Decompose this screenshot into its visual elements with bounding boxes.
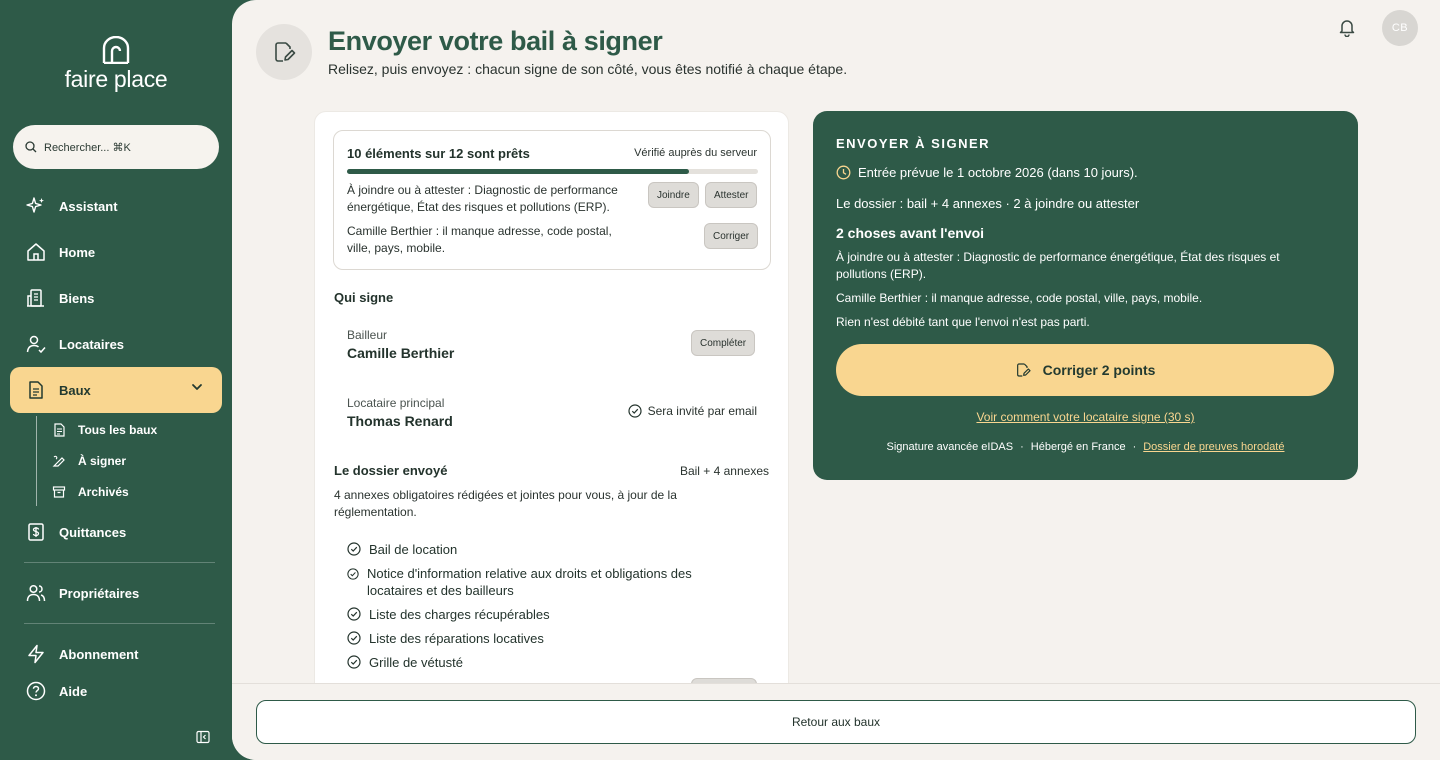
progress-bar-fill [347, 169, 689, 174]
locataire-role: Locataire principal [347, 396, 445, 410]
signature-icon [52, 454, 68, 468]
users-icon [26, 583, 46, 603]
cta-label: Corriger 2 points [1042, 362, 1156, 378]
sidebar-item-label: Biens [59, 290, 95, 306]
building-icon [26, 288, 46, 308]
sidebar-item-label: Assistant [59, 198, 118, 214]
corriger-button[interactable]: Corriger [704, 223, 758, 249]
bailleur-name: Camille Berthier [347, 345, 455, 361]
search-input[interactable] [13, 125, 219, 169]
invite-status [628, 404, 757, 418]
document-icon [52, 423, 68, 437]
attester-button[interactable]: Attester [705, 182, 757, 208]
doc-item-label: Liste des charges récupérables [369, 607, 550, 622]
readiness-title: 10 éléments sur 12 sont prêts [347, 146, 530, 161]
doc-item-label: Grille de vétusté [369, 655, 463, 670]
check-circle-icon [347, 631, 361, 645]
clock-icon [836, 165, 851, 180]
locataire-name: Thomas Renard [347, 413, 453, 429]
search-icon [25, 141, 37, 153]
chevron-down-icon[interactable] [190, 380, 204, 397]
panel-title: ENVOYER À SIGNER [836, 136, 991, 151]
sparkles-icon [26, 196, 46, 216]
edit-document-icon [256, 24, 312, 80]
list-item [347, 654, 747, 671]
check-circle-icon [347, 568, 359, 580]
corriger-points-button[interactable] [836, 344, 1334, 396]
home-icon [26, 242, 46, 262]
house-logo-icon [101, 36, 131, 64]
readiness-missing-info: Camille Berthier : il manque adresse, code postal, ville, pays, mobile. [347, 224, 612, 255]
collapse-sidebar-icon[interactable] [196, 730, 210, 749]
doc-item-label: Bail de location [369, 542, 458, 557]
brand-name: faire place [64, 66, 168, 92]
bolt-icon [26, 644, 46, 664]
search-placeholder: Rechercher... ⌘K [44, 141, 131, 154]
sidebar-subitem-a-signer[interactable] [52, 449, 126, 473]
check-circle-icon [628, 404, 642, 418]
doc-item-label: Notice d'information relative aux droits et obligations des locataires et des bailleurs [367, 566, 692, 598]
readiness-verified: Vérifié auprès du serveur [634, 147, 757, 159]
hosting-label: Hébergé en France [1030, 441, 1126, 453]
send-panel [813, 111, 1358, 480]
help-icon [26, 681, 46, 701]
sidebar-subitem-label: Tous les baux [78, 423, 158, 437]
sidebar-divider [24, 562, 215, 563]
avatar[interactable]: CB [1382, 10, 1418, 46]
bell-icon[interactable] [1337, 17, 1357, 42]
dossier-line: Le dossier : bail + 4 annexes · 2 à joindre ou attester [836, 196, 1140, 211]
check-circle-icon [347, 542, 361, 556]
how-tenant-signs-link[interactable]: Voir comment votre locataire signe (30 s) [976, 410, 1195, 424]
completer-button[interactable]: Compléter [691, 330, 755, 356]
sidebar-item-biens[interactable] [10, 277, 222, 319]
sidebar-item-label: Aide [59, 683, 88, 699]
list-item [347, 565, 747, 599]
sidebar-item-label: Abonnement [59, 646, 139, 662]
dossier-summary: Bail + 4 annexes [679, 464, 769, 478]
sidebar-item-quittances[interactable] [10, 511, 222, 553]
entry-date-label: Entrée prévue le 1 octobre 2026 (dans 10 jours). [858, 165, 1138, 180]
dossier-title: Le dossier envoyé [334, 463, 448, 478]
edit-document-icon [1015, 362, 1031, 378]
sidebar-item-baux[interactable] [10, 367, 222, 413]
archive-icon [52, 485, 68, 499]
dossier-description: 4 annexes obligatoires rédigées et jointes pour vous, à jour de la réglementation. [334, 488, 677, 519]
submenu-guide-line [36, 416, 37, 506]
sidebar-item-label: Quittances [59, 524, 127, 540]
eidas-label: Signature avancée eIDAS [886, 441, 1014, 453]
sidebar-item-label: Home [59, 244, 96, 260]
panel-point-1: À joindre ou à attester : Diagnostic de performance énergétique, État des risques et pollutions (ERP). [836, 250, 1280, 281]
sidebar-subitem-archives[interactable] [52, 480, 129, 504]
sidebar-subitem-label: À signer [78, 454, 127, 468]
sidebar-divider [24, 623, 215, 624]
list-item [347, 541, 747, 558]
back-to-leases-button[interactable]: Retour aux baux [256, 700, 1416, 744]
invite-status-label: Sera invité par email [647, 404, 757, 418]
lease-review-card [314, 111, 789, 711]
sidebar-item-label: Propriétaires [59, 585, 140, 601]
sidebar-item-label: Locataires [59, 336, 125, 352]
list-item [347, 630, 747, 647]
readiness-missing-docs: À joindre ou à attester : Diagnostic de performance énergétique, État des risques et pollutions (ERP). [347, 183, 618, 214]
page-title: Envoyer votre bail à signer [328, 26, 663, 56]
sidebar-item-assistant[interactable] [10, 185, 222, 227]
brand-logo[interactable] [0, 36, 232, 93]
panel-point-2: Camille Berthier : il manque adresse, code postal, ville, pays, mobile. [836, 291, 1203, 305]
entry-date [836, 165, 1138, 180]
bailleur-role: Bailleur [347, 328, 388, 342]
doc-item-label: Liste des réparations locatives [369, 631, 544, 646]
sidebar-item-home[interactable] [10, 231, 222, 273]
check-circle-icon [347, 607, 361, 621]
receipt-icon [26, 522, 46, 542]
evidence-link[interactable]: Dossier de preuves horodaté [1143, 441, 1285, 453]
panel-note: Rien n'est débité tant que l'envoi n'est pas parti. [836, 315, 1090, 329]
signers-title: Qui signe [334, 290, 394, 305]
sidebar-item-locataires[interactable] [10, 323, 222, 365]
sidebar-item-aide[interactable] [10, 670, 222, 712]
list-item [347, 606, 747, 623]
panel-footer: Signature avancée eIDAS · Hébergé en France · Dossier de preuves horodaté [886, 441, 1285, 453]
joindre-button[interactable]: Joindre [648, 182, 699, 208]
readiness-box [333, 130, 771, 270]
sidebar-subitem-label: Archivés [78, 485, 129, 499]
progress-bar [347, 169, 758, 174]
main-content [232, 0, 1440, 760]
sidebar [0, 0, 232, 760]
sidebar-item-proprietaires[interactable] [10, 572, 222, 614]
user-check-icon [26, 334, 46, 354]
check-circle-icon [347, 655, 361, 669]
page-subtitle: Relisez, puis envoyez : chacun signe de son côté, vous êtes notifié à chaque étape. [328, 61, 848, 77]
sidebar-item-abonnement[interactable] [10, 633, 222, 675]
sidebar-subitem-tous-les-baux[interactable] [52, 418, 157, 442]
sidebar-item-label: Baux [59, 382, 91, 398]
document-icon [26, 380, 46, 400]
footer-bar [232, 683, 1440, 760]
panel-subtitle: 2 choses avant l'envoi [836, 225, 985, 241]
